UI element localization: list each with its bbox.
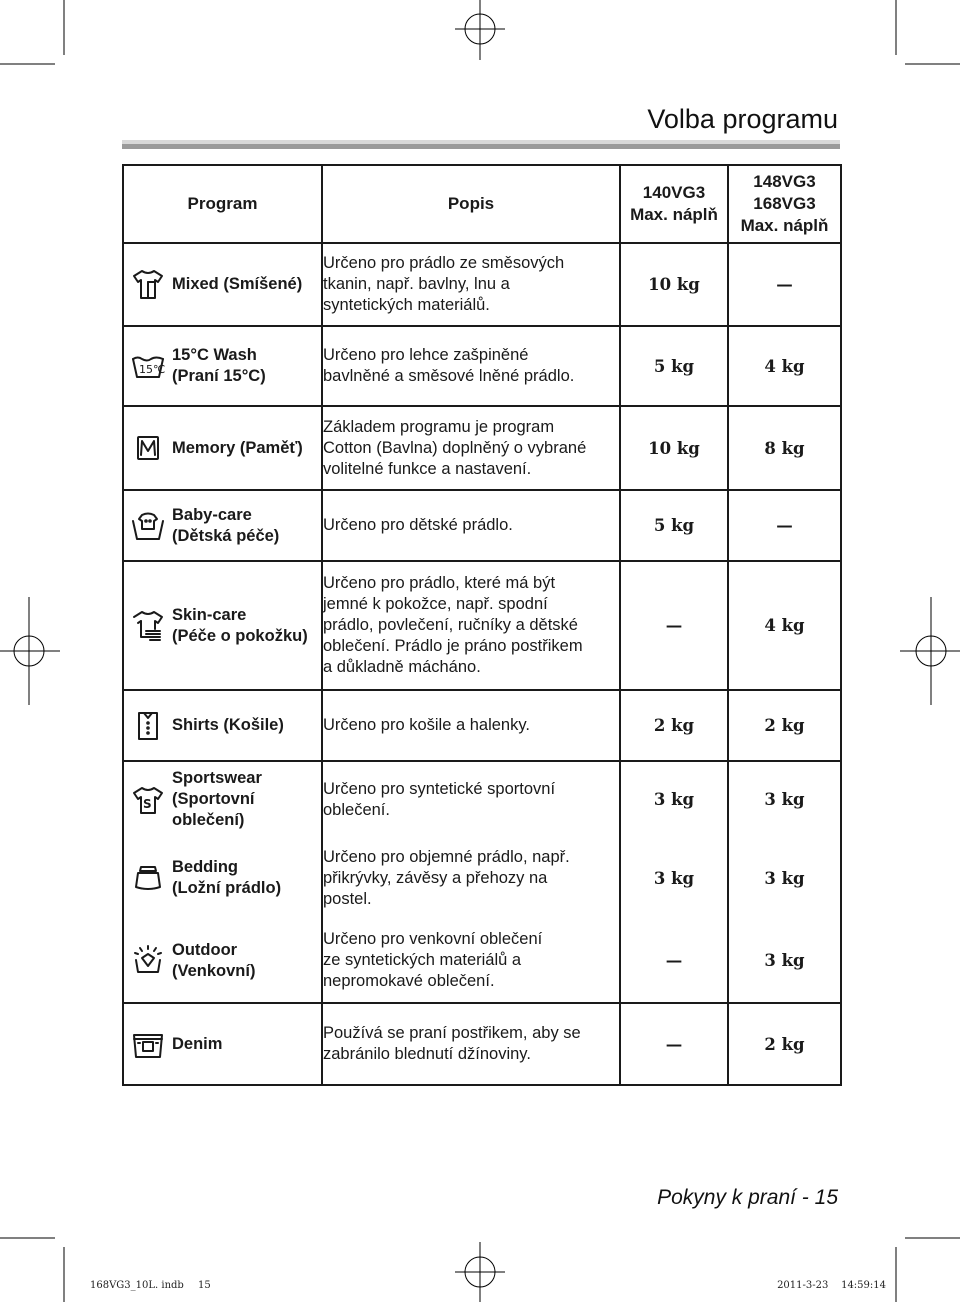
capacity-148-168: 2 kg xyxy=(728,690,841,761)
slug-file: 168VG3_10L. indb xyxy=(90,1280,184,1291)
capacity-148-168: 8 kg xyxy=(728,406,841,490)
capacity-140: — xyxy=(620,561,728,690)
capacity-140: — xyxy=(620,1003,728,1085)
skin-care-icon xyxy=(124,609,172,643)
mixed-shirt-icon xyxy=(124,268,172,302)
table-row xyxy=(123,837,841,919)
table-row xyxy=(123,406,841,490)
capacity-140: 10 kg xyxy=(620,243,728,326)
svg-text:S: S xyxy=(143,796,152,811)
capacity-140: 3 kg xyxy=(620,761,728,837)
baby-care-icon xyxy=(124,509,172,543)
program-desc: Určeno pro prádlo ze směsových tkanin, např. bavlny, lnu a syntetických materiálů. xyxy=(322,243,620,326)
program-name: Baby-care (Dětská péče) xyxy=(172,505,280,545)
program-name: Shirts (Košile) xyxy=(172,716,284,734)
program-name: 15°C Wash (Praní 15°C) xyxy=(172,346,266,385)
slug-datetime: 2011-3-23 14:59:14 xyxy=(777,1280,886,1291)
capacity-148-168: 3 kg xyxy=(728,919,841,1003)
capacity-148-168: — xyxy=(728,243,841,326)
page-footer: Pokyny k praní - 15 xyxy=(657,1186,838,1209)
capacity-148-168: 3 kg xyxy=(728,761,841,837)
header-popis: Popis xyxy=(322,165,620,243)
capacity-140: 3 kg xyxy=(620,837,728,919)
capacity-148-168: — xyxy=(728,490,841,561)
program-desc: Základem programu je program Cotton (Bavlna) doplněný o vybrané volitelné funkce a nastavení. xyxy=(322,406,620,490)
program-name: Memory (Paměť) xyxy=(172,438,303,457)
capacity-148-168: 4 kg xyxy=(728,326,841,406)
program-desc: Určeno pro lehce zašpiněné bavlněné a směsové lněné prádlo. xyxy=(322,326,620,406)
page-title: Volba programu xyxy=(647,104,838,134)
svg-text:15℃: 15℃ xyxy=(139,363,166,376)
program-desc: Určeno pro dětské prádlo. xyxy=(322,490,620,561)
sportswear-icon xyxy=(124,783,172,817)
capacity-140: 5 kg xyxy=(620,490,728,561)
table-row xyxy=(123,490,841,561)
capacity-140: — xyxy=(620,919,728,1003)
capacity-140: 10 kg xyxy=(620,406,728,490)
outdoor-icon xyxy=(124,944,172,978)
header-col2: 148VG3 168VG3 Max. náplň xyxy=(728,165,841,243)
program-name: Bedding (Ložní prádlo) xyxy=(172,858,282,897)
header-rule xyxy=(122,140,840,149)
table-row xyxy=(123,243,841,326)
program-desc: Určeno pro objemné prádlo, např. přikrývky, závěsy a přehozy na postel. xyxy=(322,837,620,919)
table-row xyxy=(123,326,841,406)
table-row xyxy=(123,561,841,690)
wash-15c-icon xyxy=(124,349,172,383)
shirt-icon xyxy=(124,709,172,743)
program-desc: Určeno pro syntetické sportovní oblečení. xyxy=(322,761,620,837)
capacity-140: 2 kg xyxy=(620,690,728,761)
table-row xyxy=(123,919,841,1003)
table-header-row xyxy=(123,165,841,243)
program-desc: Používá se praní postřikem, aby se zabránilo blednutí džínoviny. xyxy=(322,1003,620,1085)
program-desc: Určeno pro prádlo, které má být jemné k pokožce, např. spodní prádlo, povlečení, ručníky a dětské oblečení. Prádlo je práno postřikem a důkladně mácháno. xyxy=(322,561,620,690)
table-row xyxy=(123,690,841,761)
denim-icon xyxy=(124,1027,172,1061)
capacity-148-168: 4 kg xyxy=(728,561,841,690)
program-name: Outdoor (Venkovní) xyxy=(172,940,256,980)
memory-m-icon xyxy=(124,431,172,465)
program-desc: Určeno pro venkovní oblečení ze syntetických materiálů a nepromokavé oblečení. xyxy=(322,919,620,1003)
program-name: Denim xyxy=(172,1034,223,1053)
program-desc: Určeno pro košile a halenky. xyxy=(322,690,620,761)
header-col1: 140VG3 Max. náplň xyxy=(620,165,728,243)
capacity-148-168: 2 kg xyxy=(728,1003,841,1085)
program-name: Mixed (Smíšené) xyxy=(172,275,303,293)
program-name: Sportswear (Sportovní oblečení) xyxy=(172,769,262,829)
table-row xyxy=(123,1003,841,1085)
slug-page: 15 xyxy=(198,1280,211,1291)
bedding-icon xyxy=(124,861,172,895)
program-table xyxy=(122,164,842,1086)
table-row xyxy=(123,761,841,837)
capacity-148-168: 3 kg xyxy=(728,837,841,919)
program-name: Skin-care (Péče o pokožku) xyxy=(172,605,308,645)
header-program: Program xyxy=(123,165,322,243)
capacity-140: 5 kg xyxy=(620,326,728,406)
